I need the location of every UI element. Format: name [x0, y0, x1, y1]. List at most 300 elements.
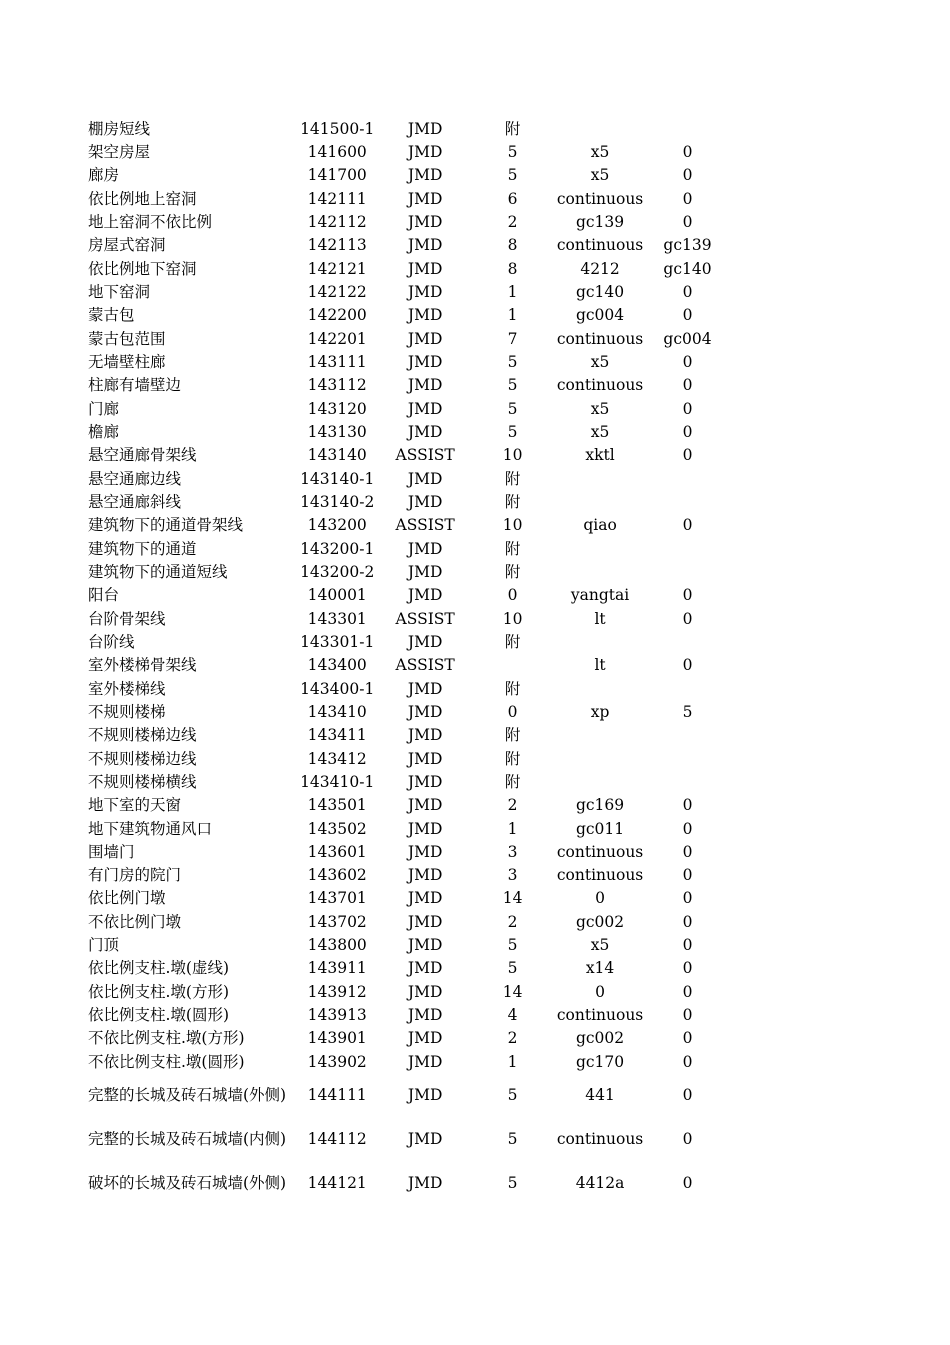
layer-cell: JMD: [407, 212, 443, 231]
color-cell: 附: [504, 492, 521, 511]
table-row: [88, 770, 728, 793]
linetype-cell: [553, 630, 647, 653]
symbol-name-cell: 地下窑洞: [88, 282, 151, 301]
symbol-code-cell: 142122: [307, 282, 367, 301]
layer-cell: ASSIST: [395, 656, 455, 675]
symbol-code-cell: 143111: [307, 352, 367, 371]
extra-cell: 0: [682, 819, 693, 838]
linetype-cell: 441: [585, 1086, 615, 1105]
symbol-code-cell: 143200-1: [300, 539, 375, 558]
linetype-cell: x5: [590, 166, 610, 185]
layer-cell: JMD: [407, 329, 443, 348]
layer-cell: JMD: [407, 259, 443, 278]
color-cell: 7: [507, 329, 518, 348]
table-row: [88, 840, 728, 863]
layer-cell: JMD: [407, 982, 443, 1001]
symbol-code-cell: 142201: [307, 329, 367, 348]
linetype-cell: gc169: [575, 796, 625, 815]
table-row: [88, 1003, 728, 1026]
color-cell: 3: [507, 866, 518, 885]
symbol-code-cell: 140001: [307, 586, 367, 605]
linetype-cell: 4412a: [575, 1174, 625, 1193]
color-cell: 5: [507, 376, 518, 395]
layer-cell: JMD: [407, 586, 443, 605]
linetype-cell: 4212: [580, 259, 620, 278]
table-row: [88, 164, 728, 187]
layer-cell: JMD: [407, 749, 443, 768]
layer-cell: JMD: [407, 189, 443, 208]
table-row: [88, 374, 728, 397]
extra-cell: 0: [682, 189, 693, 208]
symbol-name-cell: 架空房屋: [88, 142, 151, 161]
symbol-code-cell: 143911: [307, 959, 367, 978]
table-row: [88, 420, 728, 443]
table-row: [88, 980, 728, 1003]
linetype-cell: xp: [590, 702, 610, 721]
layer-cell: JMD: [407, 889, 443, 908]
symbol-name-cell: 完整的长城及砖石城墙(内侧): [88, 1130, 287, 1149]
linetype-cell: x5: [590, 399, 610, 418]
layer-cell: JMD: [407, 936, 443, 955]
extra-cell: 0: [682, 1052, 693, 1071]
symbol-table: [88, 117, 728, 1205]
linetype-cell: continuous: [556, 236, 644, 255]
table-row: [88, 117, 728, 140]
color-cell: 14: [502, 982, 523, 1001]
layer-cell: JMD: [407, 376, 443, 395]
symbol-name-cell: 室外楼梯线: [88, 679, 166, 698]
color-cell: 8: [507, 259, 518, 278]
layer-cell: JMD: [407, 1052, 443, 1071]
extra-cell: 0: [682, 212, 693, 231]
linetype-cell: [553, 467, 647, 490]
symbol-name-cell: 不依比例支柱.墩(方形): [88, 1029, 245, 1048]
layer-cell: JMD: [407, 772, 443, 791]
symbol-code-cell: 141600: [307, 142, 367, 161]
table-row: [88, 584, 728, 607]
table-row: [88, 910, 728, 933]
table-row: [88, 724, 728, 747]
symbol-table-body: [88, 117, 728, 1205]
symbol-code-cell: 143800: [307, 936, 367, 955]
symbol-name-cell: 不规则楼梯边线: [88, 749, 197, 768]
symbol-name-cell: 房屋式窑洞: [88, 236, 166, 255]
table-row: [88, 1161, 728, 1205]
table-row: [88, 560, 728, 583]
color-cell: 5: [507, 1086, 518, 1105]
table-row: [88, 747, 728, 770]
symbol-code-cell: 143140: [307, 446, 367, 465]
symbol-name-cell: 不依比例支柱.墩(圆形): [88, 1052, 245, 1071]
symbol-name-cell: 破坏的长城及砖石城墙(外侧): [88, 1174, 287, 1193]
linetype-cell: [553, 747, 647, 770]
symbol-name-cell: 悬空通廊骨架线: [88, 446, 197, 465]
linetype-cell: [553, 770, 647, 793]
layer-cell: JMD: [407, 866, 443, 885]
linetype-cell: x5: [590, 936, 610, 955]
symbol-code-cell: 143410: [307, 702, 367, 721]
extra-cell: [647, 724, 728, 747]
linetype-cell: x5: [590, 422, 610, 441]
linetype-cell: gc011: [575, 819, 625, 838]
layer-cell: JMD: [407, 119, 443, 138]
symbol-code-cell: 143411: [307, 726, 367, 745]
color-cell: 0: [507, 702, 518, 721]
color-cell: 5: [507, 142, 518, 161]
table-row: [88, 304, 728, 327]
extra-cell: 0: [682, 586, 693, 605]
color-cell: 5: [507, 399, 518, 418]
symbol-code-cell: 142112: [307, 212, 367, 231]
extra-cell: [647, 537, 728, 560]
symbol-code-cell: 141500-1: [300, 119, 375, 138]
linetype-cell: [553, 537, 647, 560]
extra-cell: [647, 770, 728, 793]
linetype-cell: 0: [595, 982, 605, 1001]
color-cell: 2: [507, 1029, 518, 1048]
symbol-code-cell: 143701: [307, 889, 367, 908]
extra-cell: 0: [682, 912, 693, 931]
linetype-cell: x5: [590, 352, 610, 371]
symbol-name-cell: 建筑物下的通道短线: [88, 562, 228, 581]
table-row: [88, 234, 728, 257]
symbol-code-cell: 142121: [307, 259, 367, 278]
symbol-code-cell: 143120: [307, 399, 367, 418]
table-row: [88, 794, 728, 817]
color-cell: 10: [502, 516, 523, 535]
table-row: [88, 140, 728, 163]
extra-cell: [647, 490, 728, 513]
color-cell: [472, 654, 553, 677]
symbol-code-cell: 144111: [307, 1086, 367, 1105]
symbol-code-cell: 143901: [307, 1029, 367, 1048]
layer-cell: JMD: [407, 399, 443, 418]
symbol-code-cell: 143902: [307, 1052, 367, 1071]
table-row: [88, 397, 728, 420]
layer-cell: JMD: [407, 796, 443, 815]
symbol-name-cell: 不依比例门墩: [88, 912, 182, 931]
layer-cell: JMD: [407, 1029, 443, 1048]
linetype-cell: 0: [595, 889, 605, 908]
symbol-name-cell: 棚房短线: [88, 119, 151, 138]
symbol-name-cell: 台阶线: [88, 632, 135, 651]
color-cell: 3: [507, 842, 518, 861]
layer-cell: JMD: [407, 632, 443, 651]
extra-cell: 0: [682, 1174, 693, 1193]
symbol-code-cell: 143140-1: [300, 469, 375, 488]
extra-cell: 0: [682, 1029, 693, 1048]
symbol-name-cell: 地上窑洞不依比例: [88, 212, 213, 231]
symbol-code-cell: 143200-2: [300, 562, 375, 581]
symbol-code-cell: 143412: [307, 749, 367, 768]
color-cell: 附: [504, 679, 521, 698]
extra-cell: 0: [682, 1130, 693, 1149]
symbol-name-cell: 台阶骨架线: [88, 609, 166, 628]
extra-cell: 0: [682, 376, 693, 395]
symbol-code-cell: 143501: [307, 796, 367, 815]
linetype-cell: gc002: [575, 1029, 625, 1048]
linetype-cell: continuous: [556, 866, 644, 885]
extra-cell: 0: [682, 796, 693, 815]
symbol-name-cell: 依比例门墩: [88, 889, 166, 908]
linetype-cell: gc139: [575, 212, 625, 231]
symbol-name-cell: 无墙壁柱廊: [88, 352, 166, 371]
extra-cell: 0: [682, 446, 693, 465]
extra-cell: gc004: [663, 329, 712, 348]
extra-cell: 0: [682, 306, 693, 325]
layer-cell: JMD: [407, 1174, 443, 1193]
extra-cell: 0: [682, 959, 693, 978]
extra-cell: 0: [682, 936, 693, 955]
symbol-name-cell: 依比例支柱.墩(虚线): [88, 959, 230, 978]
layer-cell: ASSIST: [395, 446, 455, 465]
color-cell: 附: [504, 772, 521, 791]
symbol-name-cell: 完整的长城及砖石城墙(外侧): [88, 1086, 287, 1105]
symbol-code-cell: 143913: [307, 1006, 367, 1025]
color-cell: 附: [504, 469, 521, 488]
extra-cell: 0: [682, 982, 693, 1001]
extra-cell: [647, 117, 728, 140]
linetype-cell: continuous: [556, 842, 644, 861]
color-cell: 附: [504, 539, 521, 558]
symbol-code-cell: 143912: [307, 982, 367, 1001]
linetype-cell: qiao: [583, 516, 617, 535]
linetype-cell: gc170: [575, 1052, 625, 1071]
extra-cell: 0: [682, 609, 693, 628]
layer-cell: JMD: [407, 1006, 443, 1025]
color-cell: 1: [507, 1052, 518, 1071]
symbol-name-cell: 柱廊有墙壁边: [88, 376, 182, 395]
symbol-name-cell: 不规则楼梯横线: [88, 772, 197, 791]
symbol-code-cell: 143602: [307, 866, 367, 885]
layer-cell: JMD: [407, 912, 443, 931]
extra-cell: 0: [682, 656, 693, 675]
extra-cell: 0: [682, 842, 693, 861]
symbol-name-cell: 地下室的天窗: [88, 796, 182, 815]
table-row: [88, 654, 728, 677]
linetype-cell: continuous: [556, 189, 644, 208]
linetype-cell: yangtai: [570, 586, 630, 605]
layer-cell: ASSIST: [395, 516, 455, 535]
color-cell: 14: [502, 889, 523, 908]
linetype-cell: x5: [590, 142, 610, 161]
symbol-code-cell: 143130: [307, 422, 367, 441]
color-cell: 附: [504, 632, 521, 651]
table-row: [88, 280, 728, 303]
symbol-name-cell: 蒙古包: [88, 306, 135, 325]
extra-cell: [647, 630, 728, 653]
color-cell: 10: [502, 446, 523, 465]
table-row: [88, 350, 728, 373]
extra-cell: 0: [682, 516, 693, 535]
symbol-name-cell: 依比例地上窑洞: [88, 189, 197, 208]
linetype-cell: [553, 490, 647, 513]
symbol-name-cell: 依比例地下窑洞: [88, 259, 197, 278]
table-row: [88, 630, 728, 653]
linetype-cell: gc140: [575, 282, 625, 301]
symbol-code-cell: 144121: [307, 1174, 367, 1193]
color-cell: 5: [507, 936, 518, 955]
table-row: [88, 957, 728, 980]
color-cell: 1: [507, 306, 518, 325]
symbol-name-cell: 围墙门: [88, 842, 135, 861]
color-cell: 0: [507, 586, 518, 605]
extra-cell: 0: [682, 889, 693, 908]
layer-cell: JMD: [407, 166, 443, 185]
layer-cell: JMD: [407, 726, 443, 745]
color-cell: 5: [507, 1174, 518, 1193]
extra-cell: [647, 747, 728, 770]
linetype-cell: x14: [585, 959, 615, 978]
symbol-code-cell: 142111: [307, 189, 367, 208]
symbol-name-cell: 蒙古包范围: [88, 329, 166, 348]
table-row: [88, 1073, 728, 1117]
symbol-name-cell: 廊房: [88, 166, 120, 185]
symbol-name-cell: 悬空通廊斜线: [88, 492, 182, 511]
layer-cell: JMD: [407, 562, 443, 581]
layer-cell: JMD: [407, 352, 443, 371]
symbol-code-cell: 143301-1: [300, 632, 375, 651]
symbol-name-cell: 室外楼梯骨架线: [88, 656, 197, 675]
layer-cell: JMD: [407, 1130, 443, 1149]
linetype-cell: [553, 724, 647, 747]
color-cell: 6: [507, 189, 518, 208]
linetype-cell: [553, 677, 647, 700]
layer-cell: JMD: [407, 679, 443, 698]
symbol-name-cell: 阳台: [88, 586, 120, 605]
layer-cell: JMD: [407, 142, 443, 161]
symbol-code-cell: 143702: [307, 912, 367, 931]
symbol-code-cell: 143601: [307, 842, 367, 861]
symbol-code-cell: 143400-1: [300, 679, 375, 698]
table-row: [88, 607, 728, 630]
extra-cell: 0: [682, 1086, 693, 1105]
color-cell: 2: [507, 796, 518, 815]
layer-cell: JMD: [407, 469, 443, 488]
color-cell: 4: [507, 1006, 518, 1025]
table-row: [88, 1050, 728, 1073]
symbol-name-cell: 依比例支柱.墩(方形): [88, 982, 230, 1001]
linetype-cell: continuous: [556, 1130, 644, 1149]
extra-cell: 0: [682, 142, 693, 161]
color-cell: 5: [507, 1130, 518, 1149]
linetype-cell: [553, 560, 647, 583]
linetype-cell: continuous: [556, 329, 644, 348]
table-row: [88, 210, 728, 233]
symbol-code-cell: 143301: [307, 609, 367, 628]
color-cell: 2: [507, 212, 518, 231]
color-cell: 5: [507, 959, 518, 978]
symbol-code-cell: 143502: [307, 819, 367, 838]
layer-cell: JMD: [407, 236, 443, 255]
color-cell: 1: [507, 282, 518, 301]
table-row: [88, 514, 728, 537]
extra-cell: 0: [682, 1006, 693, 1025]
table-row: [88, 887, 728, 910]
color-cell: 附: [504, 726, 521, 745]
symbol-name-cell: 门顶: [88, 936, 120, 955]
symbol-code-cell: 143200: [307, 516, 367, 535]
layer-cell: JMD: [407, 422, 443, 441]
color-cell: 1: [507, 819, 518, 838]
symbol-name-cell: 不规则楼梯边线: [88, 726, 197, 745]
layer-cell: JMD: [407, 959, 443, 978]
symbol-code-cell: 143400: [307, 656, 367, 675]
table-row: [88, 1027, 728, 1050]
extra-cell: 0: [682, 422, 693, 441]
extra-cell: gc139: [663, 236, 712, 255]
linetype-cell: [553, 117, 647, 140]
symbol-name-cell: 建筑物下的通道骨架线: [88, 516, 244, 535]
color-cell: 附: [504, 119, 521, 138]
table-row: [88, 864, 728, 887]
color-cell: 附: [504, 562, 521, 581]
table-row: [88, 444, 728, 467]
extra-cell: [647, 677, 728, 700]
linetype-cell: continuous: [556, 376, 644, 395]
symbol-name-cell: 悬空通廊边线: [88, 469, 182, 488]
color-cell: 10: [502, 609, 523, 628]
table-row: [88, 327, 728, 350]
symbol-code-cell: 143410-1: [300, 772, 375, 791]
color-cell: 5: [507, 352, 518, 371]
layer-cell: ASSIST: [395, 609, 455, 628]
symbol-code-cell: 144112: [307, 1130, 367, 1149]
symbol-name-cell: 门廊: [88, 399, 120, 418]
table-row: [88, 537, 728, 560]
extra-cell: 0: [682, 282, 693, 301]
linetype-cell: continuous: [556, 1006, 644, 1025]
layer-cell: JMD: [407, 282, 443, 301]
table-row: [88, 677, 728, 700]
color-cell: 8: [507, 236, 518, 255]
symbol-code-cell: 141700: [307, 166, 367, 185]
layer-cell: JMD: [407, 492, 443, 511]
table-row: [88, 933, 728, 956]
symbol-name-cell: 地下建筑物通风口: [88, 819, 213, 838]
layer-cell: JMD: [407, 539, 443, 558]
linetype-cell: gc002: [575, 912, 625, 931]
extra-cell: [647, 467, 728, 490]
linetype-cell: lt: [594, 609, 606, 628]
symbol-code-cell: 142113: [307, 236, 367, 255]
color-cell: 2: [507, 912, 518, 931]
layer-cell: JMD: [407, 819, 443, 838]
extra-cell: 0: [682, 166, 693, 185]
linetype-cell: xktl: [585, 446, 615, 465]
symbol-code-cell: 143140-2: [300, 492, 375, 511]
layer-cell: JMD: [407, 1086, 443, 1105]
table-row: [88, 700, 728, 723]
table-row: [88, 1117, 728, 1161]
extra-cell: gc140: [663, 259, 712, 278]
color-cell: 5: [507, 166, 518, 185]
layer-cell: JMD: [407, 702, 443, 721]
table-row: [88, 187, 728, 210]
color-cell: 5: [507, 422, 518, 441]
table-row: [88, 257, 728, 280]
symbol-name-cell: 檐廊: [88, 422, 120, 441]
extra-cell: [647, 560, 728, 583]
color-cell: 附: [504, 749, 521, 768]
symbol-name-cell: 不规则楼梯: [88, 702, 166, 721]
table-row: [88, 817, 728, 840]
symbol-name-cell: 建筑物下的通道: [88, 539, 197, 558]
extra-cell: 0: [682, 399, 693, 418]
layer-cell: JMD: [407, 842, 443, 861]
layer-cell: JMD: [407, 306, 443, 325]
symbol-name-cell: 依比例支柱.墩(圆形): [88, 1006, 230, 1025]
